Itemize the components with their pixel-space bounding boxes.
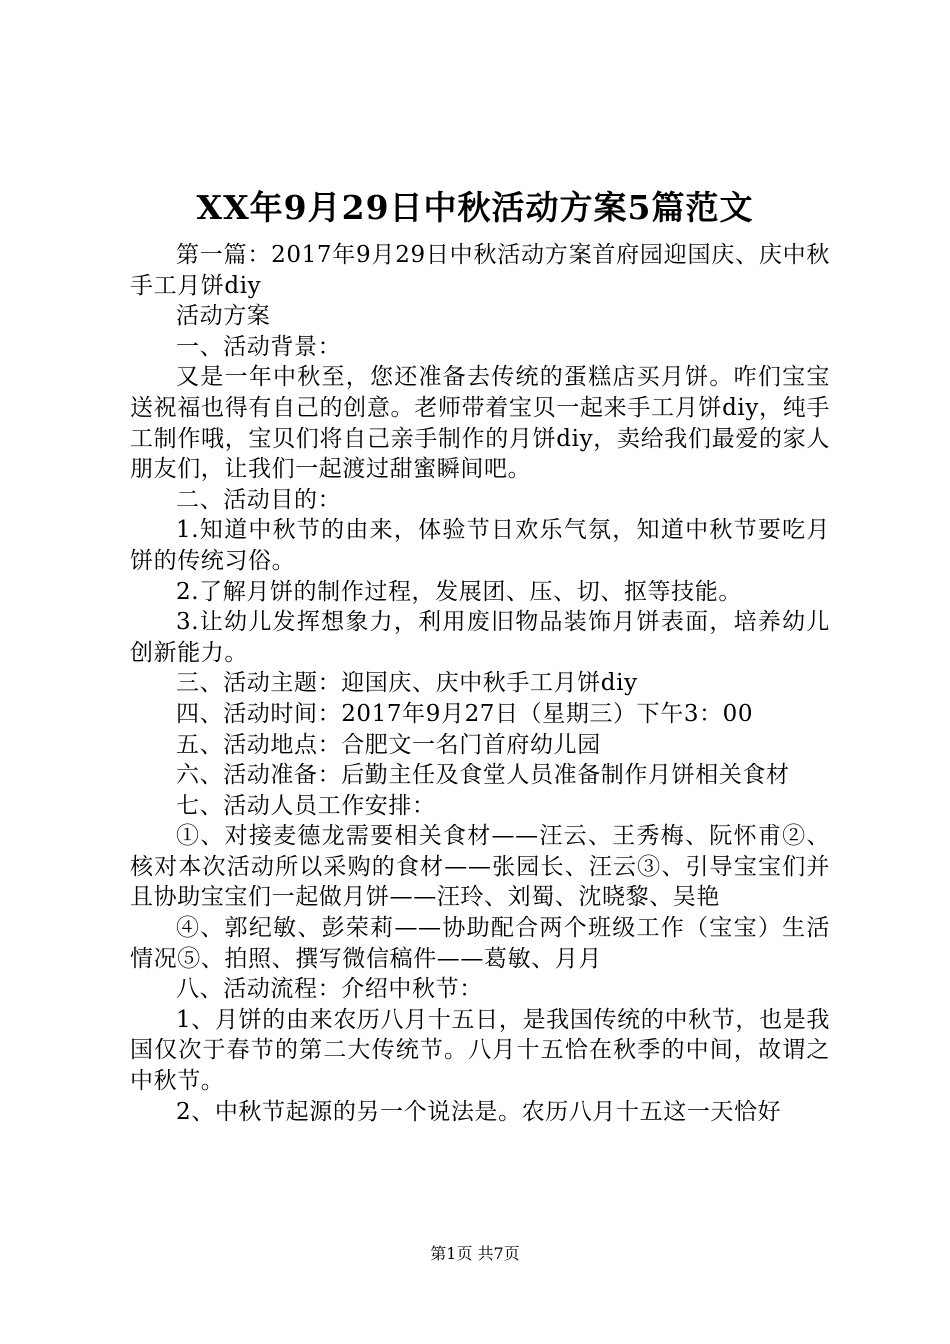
- paragraph: 1、月饼的由来农历八月十五日，是我国传统的中秋节，也是我国仅次于春节的第二大传统节。八月十五恰在秋季的中间，故谓之中秋节。: [130, 1006, 830, 1095]
- paragraph: 又是一年中秋至，您还准备去传统的蛋糕店买月饼。咋们宝宝送祝福也得有自己的创意。老师带着宝贝一起来手工月饼diy，纯手工制作哦，宝贝们将自己亲手制作的月饼diy，卖给我们最爱的家人朋友们，让我们一起渡过甜蜜瞬间吧。: [130, 364, 830, 483]
- document-title: XX年9月29日中秋活动方案5篇范文: [196, 188, 754, 227]
- paragraph: 三、活动主题：迎国庆、庆中秋手工月饼diy: [176, 670, 638, 697]
- paragraph: 四、活动时间：2017年9月27日（星期三）下午3：00: [176, 700, 754, 727]
- paragraph: 八、活动流程：介绍中秋节：: [176, 976, 483, 1003]
- paragraph: 第一篇：2017年9月29日中秋活动方案首府园迎国庆、庆中秋手工月饼diy: [130, 242, 830, 299]
- page-footer: [0, 1242, 950, 1266]
- paragraph: ①、对接麦德龙需要相关食材——汪云、王秀梅、阮怀甫②、核对本次活动所以采购的食材——张园长、汪云③、引导宝宝们并且协助宝宝们一起做月饼——汪玲、刘蜀、沈晓黎、吴艳: [130, 823, 830, 911]
- paragraph: 七、活动人员工作安排：: [176, 792, 436, 819]
- paragraph: 2.了解月饼的制作过程，发展团、压、切、抠等技能。: [176, 578, 742, 605]
- page-number: 第1页 共7页: [430, 1244, 520, 1263]
- paragraph: 1.知道中秋节的由来，体验节日欢乐气氛，知道中秋节要吃月饼的传统习俗。: [130, 517, 830, 574]
- paragraph: 六、活动准备：后勤主任及食堂人员准备制作月饼相关食材: [176, 762, 790, 789]
- paragraph: 活动方案: [176, 303, 271, 330]
- paragraph: 2、中秋节起源的另一个说法是。农历八月十五这一天恰好: [176, 1098, 782, 1125]
- document-body: [130, 240, 830, 1127]
- paragraph: 一、活动背景：: [176, 333, 342, 360]
- paragraph: 二、活动目的：: [176, 486, 342, 513]
- paragraph: 3.让幼儿发挥想象力，利用废旧物品装饰月饼表面，培养幼儿创新能力。: [130, 609, 830, 666]
- paragraph: 五、活动地点：合肥文一名门首府幼儿园: [176, 731, 601, 758]
- paragraph: ④、郭纪敏、彭荣莉——协助配合两个班级工作（宝宝）生活情况⑤、拍照、撰写微信稿件——葛敏、月月: [130, 915, 830, 972]
